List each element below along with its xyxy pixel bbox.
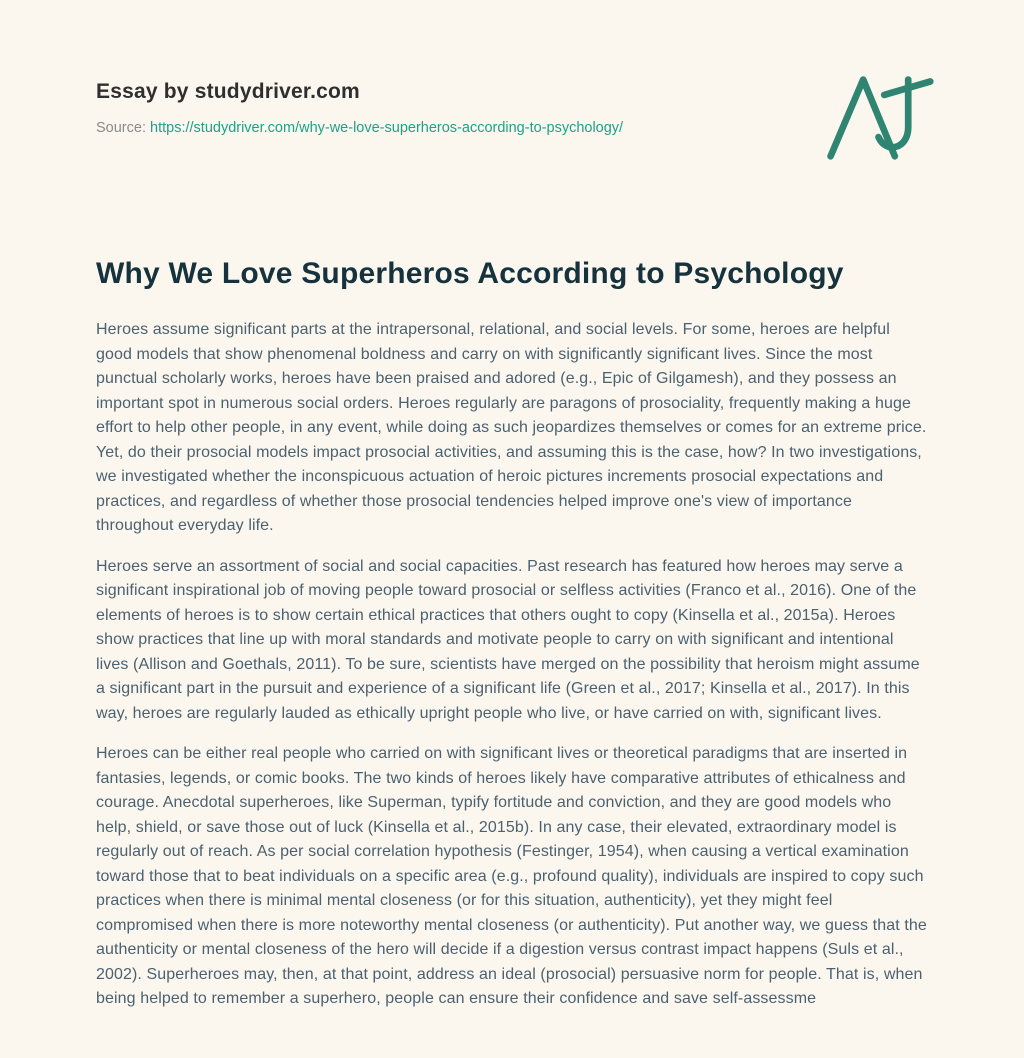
page-title: Why We Love Superheros According to Psychology [96,257,844,290]
source-label: Source: [96,120,146,136]
document-header [96,78,928,138]
essay-paragraph: Heroes serve an assortment of social and social capacities. Past research has featured how heroes may serve a significant inspirational job of moving people toward prosocial or selfless activities (Franco et al., 2016). One of the elements of heroes is to show certain ethical practices that others ought to copy (Kinsella et al., 2015a). Heroes show practices that line up with moral standards and motivate people to carry on with significant and intentional lives (Allison and Goethals, 2011). To be sure, scientists have merged on the possibility that heroism might assume a significant part in the pursuit and experience of a significant life (Green et al., 2017; Kinsella et al., 2017). In this way, heroes are regularly lauded as ethically upright people who live, or have carried on with, significant lives. [96,557,920,722]
studydriver-logo-icon [822,70,935,162]
essay-byline: Essay by studydriver.com [96,80,360,103]
essay-paragraph: Heroes can be either real people who carried on with significant lives or theoretical paradigms that are inserted in fantasies, legends, or comic books. The two kinds of heroes likely have comparative attributes of ethicalness and courage. Anecdotal superheroes, like Superman, typify fortitude and conviction, and they are good models who help, shield, or save those out of luck (Kinsella et al., 2015b). In any case, their elevated, extraordinary model is regularly out of reach. As per social correlation hypothesis (Festinger, 1954), when causing a vertical examination toward those that to beat individuals on a specific area (e.g., profound quality), individuals are inspired to copy such practices when there is minimal mental closeness (or for this situation, authenticity), yet they might feel compromised when there is more noteworthy mental closeness (or authenticity). Put another way, we guess that the authenticity or mental closeness of the hero will decide if a digestion versus contrast impact happens (Suls et al., 2002). Superheroes may, then, at that point, address an ideal (prosocial) persuasive norm for people. That is, when being helped to remember a superhero, people can ensure their confidence and save self-assessme [96,745,927,1007]
source-link[interactable]: https://studydriver.com/why-we-love-superheros-according-to-psychology/ [150,120,624,136]
essay-paragraph: Heroes assume significant parts at the intrapersonal, relational, and social levels. For some, heroes are helpful good models that show phenomenal boldness and carry on with significantly significant lives. Since the most punctual scholarly works, heroes have been praised and adored (e.g., Epic of Gilgamesh), and they possess an important spot in numerous social orders. Heroes regularly are paragons of prosociality, frequently making a huge effort to help other people, in any event, while doing as such jeopardizes themselves or comes for an extreme price. Yet, do their prosocial models impact prosocial activities, and assuming this is the case, how? In two investigations, we investigated whether the inconspicuous actuation of heroic pictures increments prosocial expectations and practices, and regardless of whether those prosocial tendencies helped improve one's view of importance throughout everyday life. [96,321,927,534]
source-row [96,118,928,138]
essay-body [96,318,928,1012]
